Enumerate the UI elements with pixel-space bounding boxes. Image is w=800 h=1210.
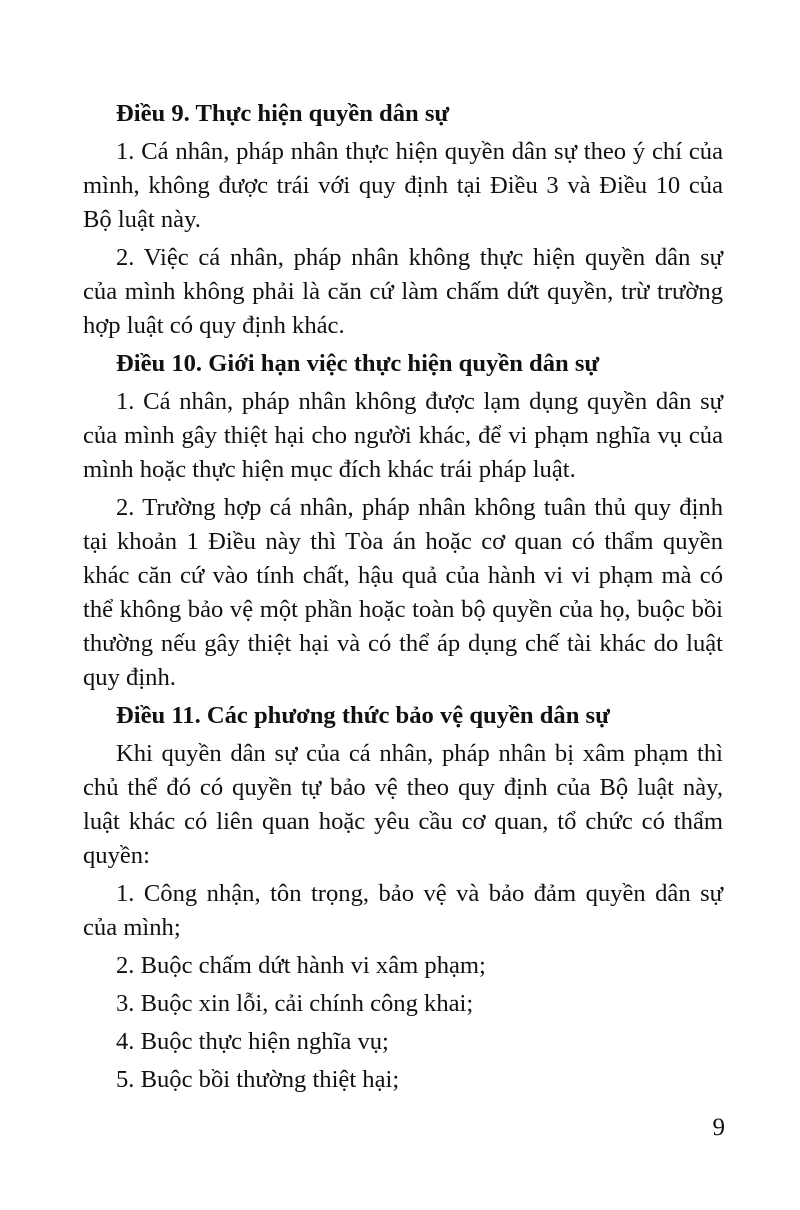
article-11 — [83, 699, 723, 1097]
article-11-item-3: 3. Buộc xin lỗi, cải chính công khai; — [116, 990, 474, 1017]
article-11-heading: Điều 11. Các phương thức bảo vệ quyền dân sự — [116, 702, 610, 729]
article-11-item-2: 2. Buộc chấm dứt hành vi xâm phạm; — [116, 952, 486, 979]
article-10 — [83, 347, 723, 695]
article-10-clause-1: 1. Cá nhân, pháp nhân không được lạm dụng quyền dân sự của mình gây thiệt hại cho người khác, để vi phạm nghĩa vụ của mình hoặc thực hiện mục đích khác trái pháp luật. — [83, 388, 723, 483]
page-number: 9 — [712, 1114, 725, 1141]
article-9-heading: Điều 9. Thực hiện quyền dân sự — [116, 100, 450, 127]
article-11-item-1: 1. Công nhận, tôn trọng, bảo vệ và bảo đảm quyền dân sự của mình; — [83, 880, 723, 941]
article-10-clause-2: 2. Trường hợp cá nhân, pháp nhân không tuân thủ quy định tại khoản 1 Điều này thì Tòa án hoặc cơ quan có thẩm quyền khác căn cứ vào tính chất, hậu quả của hành vi vi phạm mà có thể không bảo vệ một phần hoặc toàn bộ quyền của họ, buộc bồi thường nếu gây thiệt hại và có thể áp dụng chế tài khác do luật quy định. — [83, 494, 723, 691]
article-9-clause-1: 1. Cá nhân, pháp nhân thực hiện quyền dân sự theo ý chí của mình, không được trái với quy định tại Điều 3 và Điều 10 của Bộ luật này. — [83, 138, 723, 233]
article-11-item-4: 4. Buộc thực hiện nghĩa vụ; — [116, 1028, 389, 1055]
article-9-clause-2: 2. Việc cá nhân, pháp nhân không thực hiện quyền dân sự của mình không phải là căn cứ làm chấm dứt quyền, trừ trường hợp luật có quy định khác. — [83, 244, 723, 339]
article-11-item-5: 5. Buộc bồi thường thiệt hại; — [116, 1066, 400, 1093]
page-content — [83, 97, 723, 1101]
article-10-heading: Điều 10. Giới hạn việc thực hiện quyền dân sự — [116, 350, 600, 377]
article-9 — [83, 97, 723, 343]
article-11-intro: Khi quyền dân sự của cá nhân, pháp nhân bị xâm phạm thì chủ thể đó có quyền tự bảo vệ theo quy định của Bộ luật này, luật khác có liên quan hoặc yêu cầu cơ quan, tổ chức có thẩm quyền: — [83, 740, 723, 869]
